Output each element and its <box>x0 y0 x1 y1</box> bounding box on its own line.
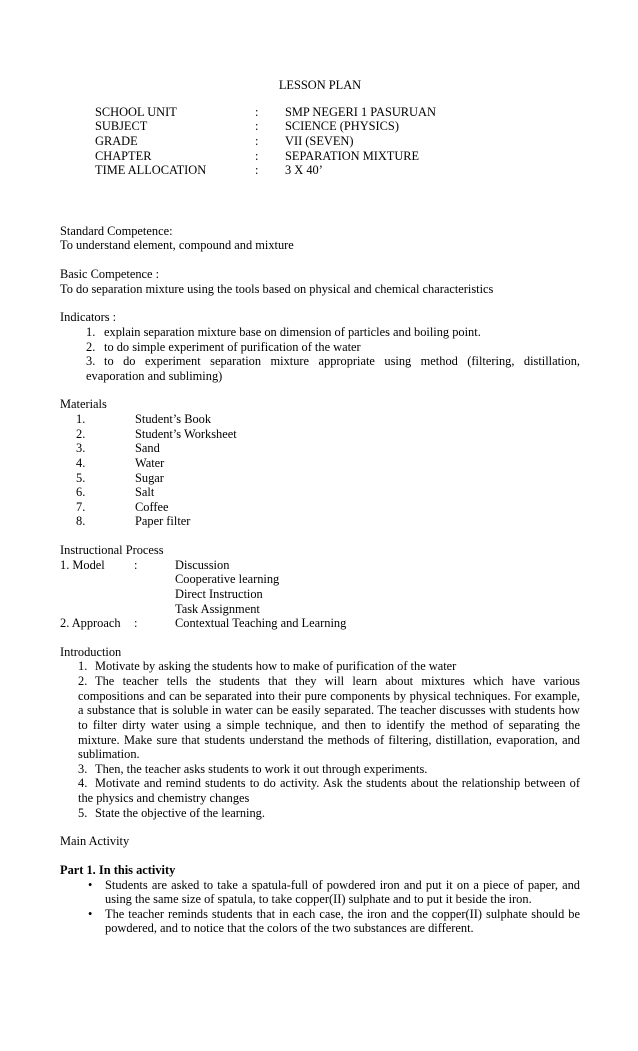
section-standard-competence <box>60 224 580 253</box>
bullet-icon: • <box>88 906 93 921</box>
list-item-text: Paper filter <box>135 514 191 529</box>
standard-competence-body: To understand element, compound and mixture <box>60 238 294 253</box>
section-materials <box>60 397 580 529</box>
list-item-text: Water <box>135 455 165 470</box>
list-item-text: explain separation mixture base on dimension of particles and boiling point. <box>104 324 481 339</box>
list-item-number: 1. <box>86 324 96 339</box>
row-label <box>60 572 134 587</box>
list-item <box>86 325 580 340</box>
section-indicators <box>60 310 580 383</box>
section-instructional-process <box>60 543 580 631</box>
list-item-text: The teacher tells the students that they will learn about mixtures which have various compositions and can be separated into their pure components by physical techniques. For example, a substance that is soluble in water can be easily separated. The teacher discusses with students how to filter dirty water using a simple technique, and then to identify the method of separating the mixture. Make sure that students understand the methods of filtering, distillation, evaporation, and sublimation. <box>78 674 580 762</box>
header-row-time-allocation <box>95 163 580 178</box>
list-item <box>86 340 580 355</box>
field-separator: : <box>255 163 259 178</box>
list-item <box>78 674 580 762</box>
instructional-process-row <box>60 602 580 617</box>
row-value: Cooperative learning <box>175 572 280 587</box>
introduction-list <box>60 659 580 820</box>
header-row-school-unit <box>95 105 580 120</box>
bullet-icon: • <box>88 877 93 892</box>
list-item-number: 8. <box>76 514 86 529</box>
list-item-text: to do experiment separation mixture appropriate using method (filtering, distillation, evaporation and subliming) <box>86 354 580 383</box>
list-item-number: 3. <box>86 354 96 369</box>
list-item-number: 2. <box>86 339 96 354</box>
list-item-number: 5. <box>76 470 86 485</box>
instructional-process-row <box>60 616 580 631</box>
field-value: 3 X 40’ <box>285 163 323 178</box>
list-item-number: 2. <box>76 426 86 441</box>
document-title: LESSON PLAN <box>278 78 362 92</box>
basic-competence-heading: Basic Competence : <box>60 267 160 281</box>
list-item <box>76 412 580 427</box>
list-item-text: Then, the teacher asks students to work it out through experiments. <box>95 761 428 776</box>
instructional-process-row <box>60 572 580 587</box>
list-item-number: 1. <box>78 659 88 674</box>
list-item <box>76 500 580 515</box>
instructional-process-heading: Instructional Process <box>60 543 164 557</box>
row-separator <box>134 587 175 602</box>
list-item-number: 7. <box>76 499 86 514</box>
field-value: SCIENCE (PHYSICS) <box>285 119 399 134</box>
section-basic-competence <box>60 267 580 296</box>
row-label <box>60 587 134 602</box>
list-item <box>76 441 580 456</box>
field-label: TIME ALLOCATION <box>95 163 207 178</box>
list-item-text: Motivate by asking the students how to make of purification of the water <box>95 659 457 674</box>
list-item-text: to do simple experiment of purification of the water <box>104 339 361 354</box>
header-row-chapter <box>95 149 580 164</box>
list-item <box>78 762 580 777</box>
row-label: 2. Approach <box>60 616 121 631</box>
materials-list <box>60 412 580 529</box>
row-value: Discussion <box>175 557 230 572</box>
section-main-activity <box>60 834 580 849</box>
field-separator: : <box>255 148 259 163</box>
list-item <box>78 806 580 821</box>
header-row-subject <box>95 119 580 134</box>
list-item <box>78 776 580 805</box>
standard-competence-heading: Standard Competence: <box>60 223 173 238</box>
list-item-text: Coffee <box>135 499 169 514</box>
field-label: GRADE <box>95 133 138 148</box>
list-item <box>78 659 580 674</box>
field-value: SEPARATION MIXTURE <box>285 148 420 163</box>
header-fields-block <box>60 105 580 178</box>
row-separator: : <box>134 616 138 631</box>
list-item-text: Sugar <box>135 470 164 485</box>
row-separator <box>134 602 175 617</box>
list-item <box>76 514 580 529</box>
list-item <box>76 485 580 500</box>
part1-heading: Part 1. In this activity <box>60 862 176 877</box>
field-value: SMP NEGERI 1 PASURUAN <box>285 104 436 119</box>
list-item-number: 4. <box>76 455 86 470</box>
field-separator: : <box>255 104 259 119</box>
row-label <box>60 602 134 617</box>
list-item-number: 5. <box>78 805 88 820</box>
row-separator: : <box>134 557 138 572</box>
section-part1 <box>60 863 580 936</box>
list-item <box>88 907 580 936</box>
basic-competence-body: To do separation mixture using the tools based on physical and chemical characteristics <box>60 281 494 296</box>
field-value: VII (SEVEN) <box>285 133 354 148</box>
list-item <box>76 471 580 486</box>
section-introduction <box>60 645 580 821</box>
list-item <box>86 354 580 383</box>
instructional-process-row <box>60 587 580 602</box>
list-item <box>88 878 580 907</box>
row-label: 1. Model <box>60 557 105 572</box>
field-label: SUBJECT <box>95 119 148 134</box>
list-item-text: The teacher reminds students that in each case, the iron and the copper(II) sulphate should be powdered, and to notice that the colors of the two substances are different. <box>105 906 580 936</box>
list-item-text: Student’s Worksheet <box>135 426 237 441</box>
row-value: Task Assignment <box>175 601 260 616</box>
list-item-number: 6. <box>76 485 86 500</box>
list-item-text: State the objective of the learning. <box>95 805 265 820</box>
indicators-list <box>60 325 580 384</box>
field-separator: : <box>255 133 259 148</box>
row-value: Contextual Teaching and Learning <box>175 616 347 631</box>
list-item-number: 1. <box>76 412 86 426</box>
list-item-number: 3. <box>76 441 86 456</box>
instructional-process-row <box>60 558 580 573</box>
indicators-heading: Indicators : <box>60 310 117 325</box>
list-item-text: Students are asked to take a spatula-full of powdered iron and put it on a piece of paper, and using the same size of spatula, to take copper(II) sulphate and to put it beside the iron. <box>105 877 580 907</box>
list-item <box>76 456 580 471</box>
field-label: SCHOOL UNIT <box>95 104 177 119</box>
list-item-text: Motivate and remind students to do activity. Ask the students about the relationship between of the physics and chemistry changes <box>78 776 580 805</box>
list-item-number: 4. <box>78 776 88 791</box>
row-value: Direct Instruction <box>175 586 263 601</box>
list-item-text: Sand <box>135 441 160 456</box>
introduction-heading: Introduction <box>60 644 122 659</box>
list-item-text: Salt <box>135 485 155 500</box>
list-item-number: 2. <box>78 674 88 688</box>
row-separator <box>134 572 175 587</box>
list-item-text: Student’s Book <box>135 412 212 426</box>
main-activity-heading: Main Activity <box>60 834 130 849</box>
field-separator: : <box>255 119 259 134</box>
list-item <box>76 427 580 442</box>
header-row-grade <box>95 134 580 149</box>
list-item-number: 3. <box>78 761 88 776</box>
materials-heading: Materials <box>60 397 107 412</box>
part1-bullet-list <box>60 878 580 937</box>
field-label: CHAPTER <box>95 148 152 163</box>
